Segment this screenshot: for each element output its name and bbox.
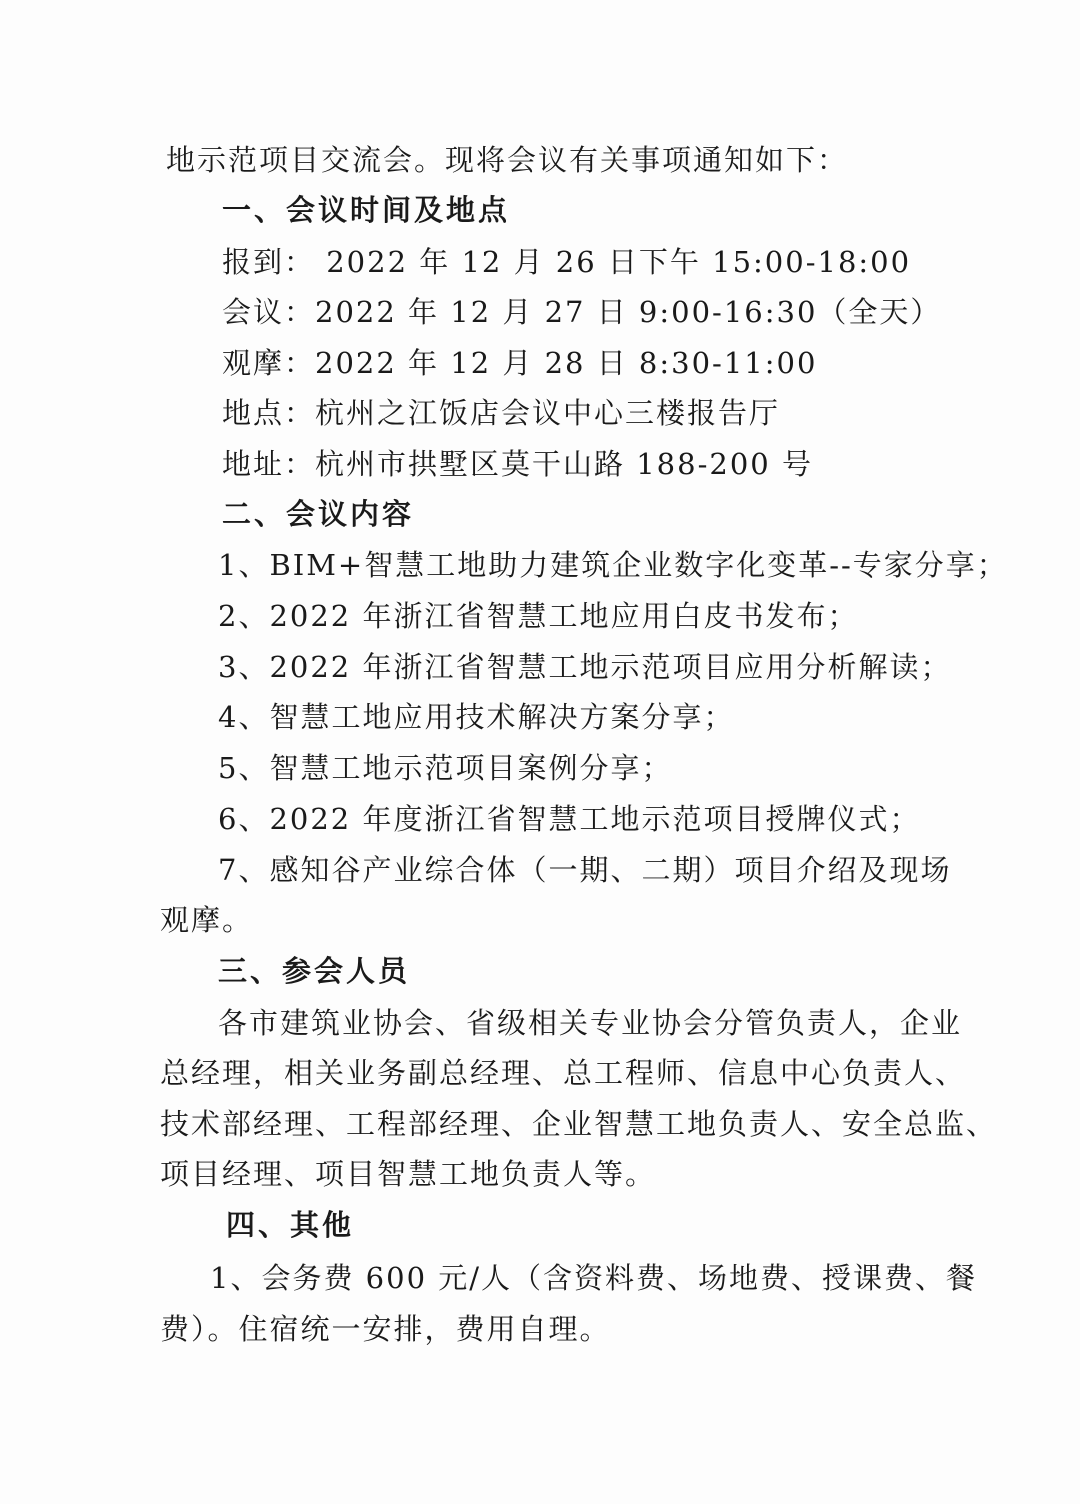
fee-line-1: 1、会务费 600 元/人（含资料费、场地费、授课费、餐 — [210, 1261, 978, 1295]
section2-heading: 二、会议内容 — [222, 497, 415, 531]
fee-line-2: 费）。住宿统一安排，费用自理。 — [160, 1312, 611, 1346]
content-item-2: 2、2022 年浙江省智慧工地应用白皮书发布； — [218, 599, 859, 633]
intro-tail-line: 地示范项目交流会。现将会议有关事项通知如下： — [166, 143, 849, 177]
venue-line: 地点：杭州之江饭店会议中心三楼报告厅 — [222, 396, 781, 430]
address-line: 地址：杭州市拱墅区莫干山路 188-200 号 — [222, 447, 813, 481]
visit-time: 观摩：2022 年 12 月 28 日 8:30-11:00 — [222, 346, 818, 380]
content-item-5: 5、智慧工地示范项目案例分享； — [218, 751, 673, 785]
content-item-6: 6、2022 年度浙江省智慧工地示范项目授牌仪式； — [218, 802, 921, 836]
attendees-line-2: 总经理，相关业务副总经理、总工程师、信息中心负责人、 — [160, 1056, 967, 1090]
content-item-1: 1、BIM+智慧工地助力建筑企业数字化变革--专家分享； — [218, 548, 1008, 582]
attendees-line-4: 项目经理、项目智慧工地负责人等。 — [160, 1157, 657, 1191]
content-item-3: 3、2022 年浙江省智慧工地示范项目应用分析解读； — [218, 650, 952, 684]
section3-heading: 三、参会人员 — [218, 954, 411, 988]
checkin-time: 报到： 2022 年 12 月 26 日下午 15:00-18:00 — [222, 245, 912, 279]
content-item-7: 7、感知谷产业综合体（一期、二期）项目介绍及现场 — [218, 853, 952, 887]
section1-heading: 一、会议时间及地点 — [222, 193, 511, 227]
content-item-4: 4、智慧工地应用技术解决方案分享； — [218, 700, 735, 734]
meeting-time: 会议：2022 年 12 月 27 日 9:00-16:30（全天） — [222, 295, 942, 329]
content-item-7-continued: 观摩。 — [160, 903, 254, 937]
attendees-line-1: 各市建筑业协会、省级相关专业协会分管负责人，企业 — [218, 1006, 963, 1040]
attendees-line-3: 技术部经理、工程部经理、企业智慧工地负责人、安全总监、 — [160, 1107, 998, 1141]
section4-heading: 四、其他 — [226, 1208, 355, 1242]
